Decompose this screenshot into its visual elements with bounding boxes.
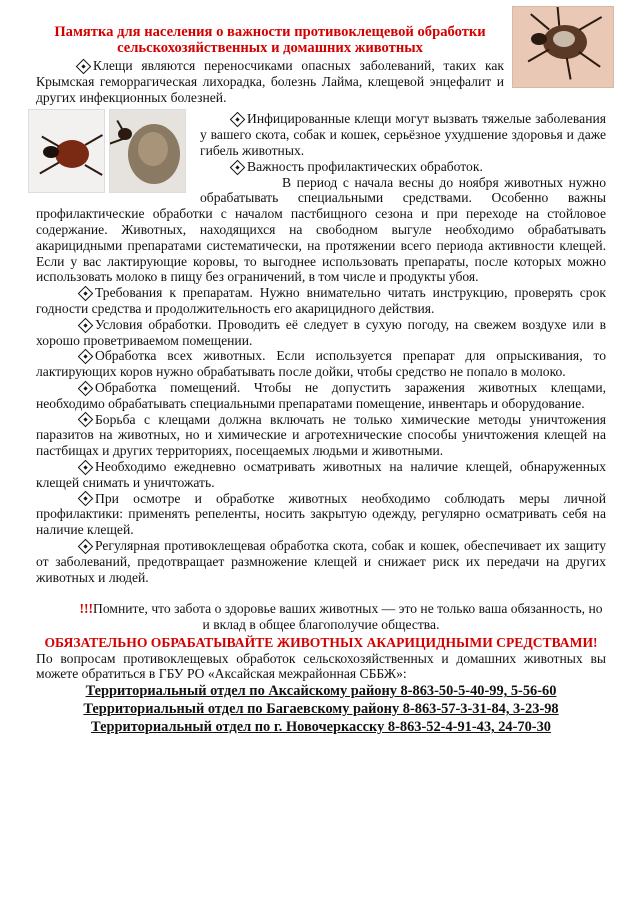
department-novocherkassk: Территориальный отдел по г. Новочеркасску 8-863-52-4-91-43, 24-70-30 (91, 719, 551, 736)
paragraph-8: Обработка помещений. Чтобы не допустить заражения животных клещами, необходимо обрабатывать специальными препаратами помещение, инвентарь и оборудование. (36, 379, 606, 411)
diamond-bullet-icon (76, 59, 92, 75)
tick-on-skin-photo (512, 6, 614, 88)
paragraph-4: В период с начала весны до ноября животных нужно обрабатывать специальными средствами. Особенно важны профилактические обработки с началом пастбищного сезона и при переходе на стойловое содержание. Животных, находящихся на свободном выгуле необходимо обрабатывать акарицидными препаратами систематически, на протяжении всего периода активности клещей. Если у вас лактирующие коровы, то выгоднее использовать препараты, после которых можно использовать молоко в пищу без ограничений, в том числе и продукты убоя. (36, 174, 606, 285)
tick-photo (28, 109, 105, 193)
diamond-bullet-icon (230, 159, 246, 175)
paragraph-9: Борьба с клещами должна включать не только химические методы уничтожения паразитов на животных, но и химические и агротехнические способы уничтожения клещей на пастбищах и других территориях, посещаемых людьми и животными. (36, 411, 606, 459)
engorged-tick-photo (109, 109, 186, 193)
diamond-bullet-icon (78, 349, 94, 365)
diamond-bullet-icon (78, 317, 94, 333)
paragraph-12: Регулярная противоклещевая обработка скота, собак и кошек, обеспечивает их защиту от заболеваний, предотвращает размножение клещей и снижает риск их передачи на других животных и людей. (36, 537, 606, 585)
diamond-bullet-icon (78, 460, 94, 476)
paragraph-1: Клещи являются переносчиками опасных заболеваний, таких как Крымская геморрагическая лихорадка, болезнь Лайма, клещевой энцефалит и других инфекционных болезней. (36, 58, 504, 105)
paragraph-2: Инфицированные клещи могут вызвать тяжелые заболевания у вашего скота, собак и кошек, серьёзное ухудшение здоровья и даже гибель животных. (200, 111, 606, 158)
reminder: !!!Помните, что забота о здоровье ваших животных — это не только ваша обязанность, но и вклад в общее благополучие общества. (79, 601, 603, 633)
alert-marks: !!! (79, 601, 94, 617)
paragraph-6: Условия обработки. Проводить её следует в сухую погоду, на свежем воздухе или в хорошо проветриваемом помещении. (36, 316, 606, 348)
tick-photos (28, 109, 186, 193)
leaflet-title: Памятка для населения о важности противоклещевой обработки сельскохозяйственных и домашних животных (54, 24, 486, 56)
diamond-bullet-icon (78, 286, 94, 302)
mandatory-notice: ОБЯЗАТЕЛЬНО ОБРАБАТЫВАЙТЕ ЖИВОТНЫХ АКАРИЦИДНЫМИ СРЕДСТВАМИ! (44, 634, 598, 650)
paragraph-11: При осмотре и обработке животных необходимо соблюдать меры личной профилактики: применять репеленты, носить закрытую одежду, регулярно осматривать себя на наличие клещей. (36, 490, 606, 538)
diamond-bullet-icon (78, 491, 94, 507)
department-aksay: Территориальный отдел по Аксайскому району 8-863-50-5-40-99, 5-56-60 (85, 683, 557, 700)
diamond-bullet-icon (78, 539, 94, 555)
paragraph-3: Важность профилактических обработок. (36, 159, 606, 175)
diamond-bullet-icon (78, 381, 94, 397)
leaflet (36, 24, 606, 736)
department-bagaevsky: Территориальный отдел по Багаевскому району 8-863-57-3-31-84, 3-23-98 (83, 701, 559, 718)
paragraph-7: Обработка всех животных. Если используется препарат для опрыскивания, то лактирующих коров нужно обрабатывать после дойки, чтобы средство не попало в молоко. (36, 348, 606, 380)
diamond-bullet-icon (230, 112, 246, 128)
paragraph-5: Требования к препаратам. Нужно внимательно читать инструкцию, проверять срок годности средства и продолжительность его акарицидного действия. (36, 285, 606, 316)
contact-intro: По вопросам противоклещевых обработок сельскохозяйственных и домашних животных вы можете обратиться в ГБУ РО «Аксайская межрайонная СББЖ»: (36, 650, 606, 682)
diamond-bullet-icon (78, 412, 94, 428)
paragraph-10: Необходимо ежедневно осматривать животных на наличие клещей, обнаруженных клещей снимать и уничтожать. (36, 458, 606, 490)
